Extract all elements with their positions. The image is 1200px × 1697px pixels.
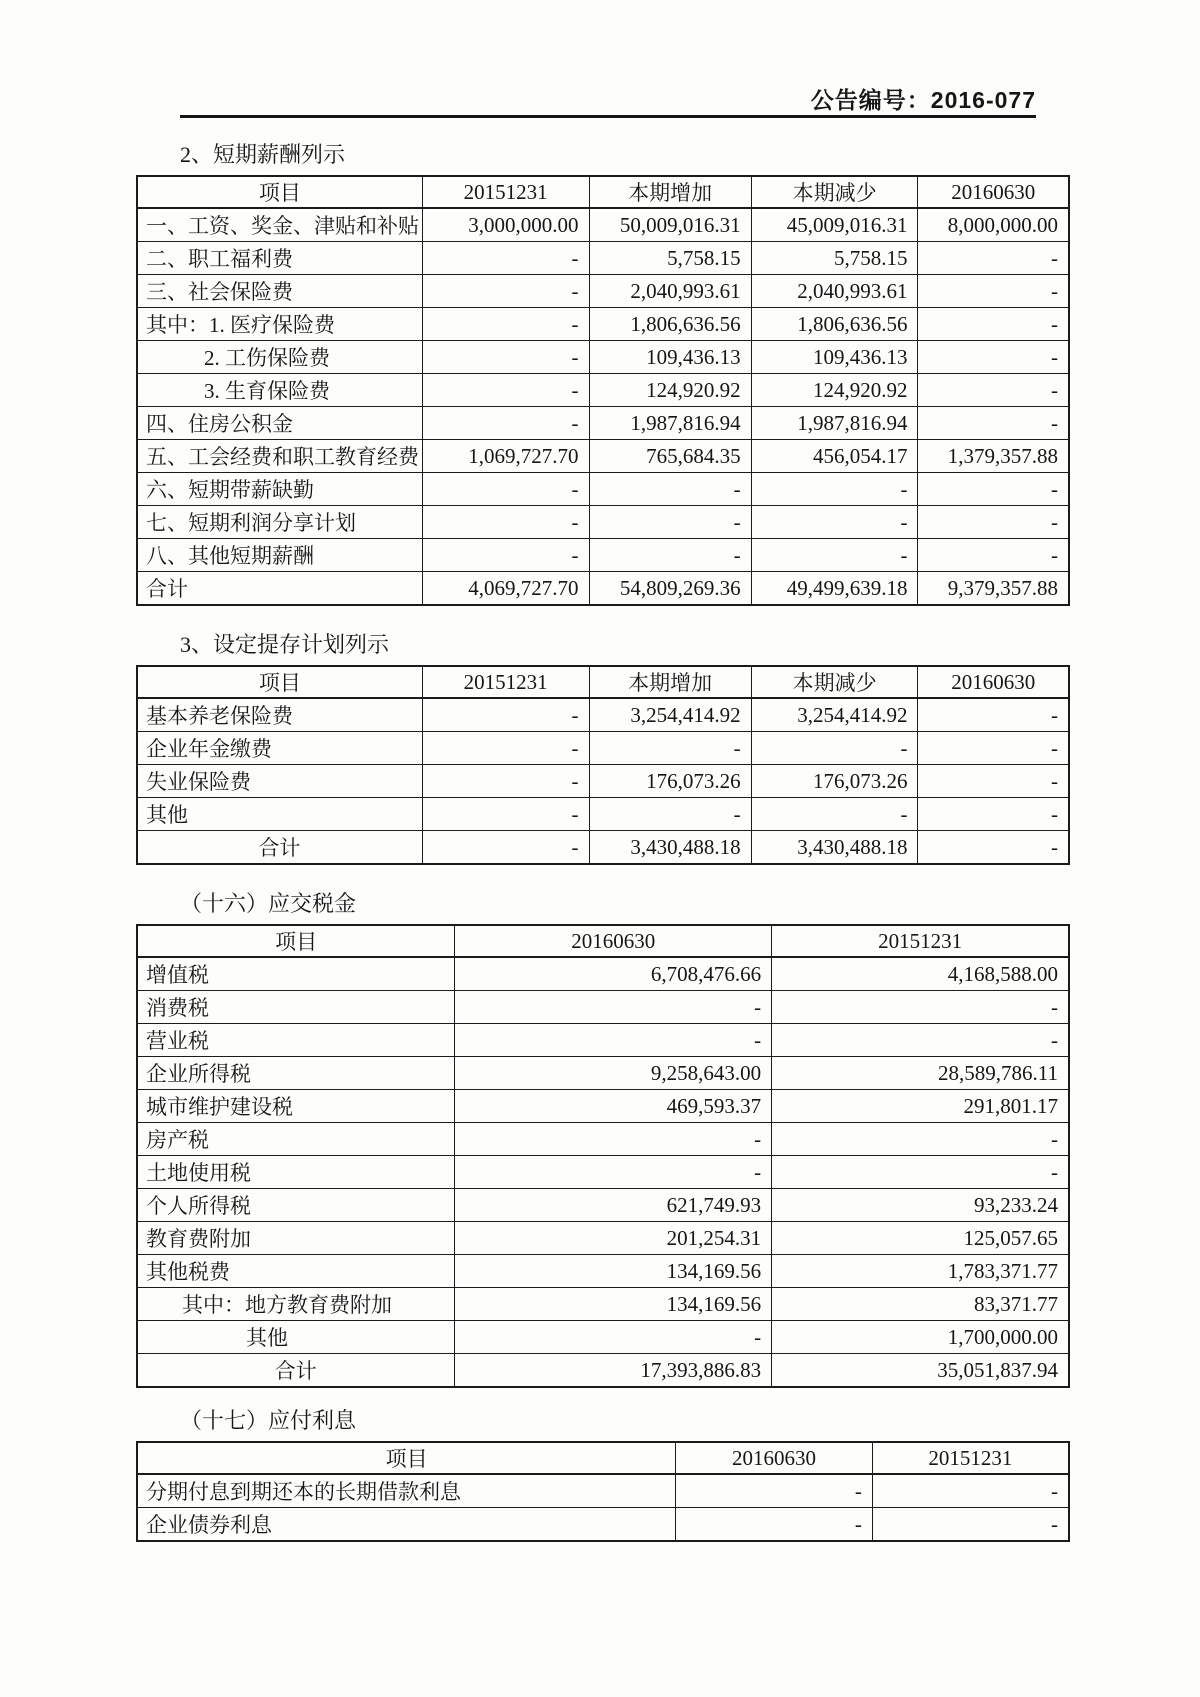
- table-row: [137, 473, 1069, 506]
- table-row: [137, 1321, 1069, 1354]
- table-row: [137, 1057, 1069, 1090]
- financial-table: [136, 924, 1070, 1388]
- cell-value: 1,700,000.00: [772, 1321, 1069, 1354]
- cell-value: -: [455, 1123, 772, 1156]
- table-row: [137, 1123, 1069, 1156]
- cell-value: 109,436.13: [589, 341, 751, 374]
- row-label: 失业保险费: [137, 765, 422, 798]
- cell-value: -: [676, 1508, 873, 1542]
- row-label: 合计: [137, 572, 422, 606]
- cell-value: -: [751, 506, 918, 539]
- cell-value: -: [422, 765, 589, 798]
- column-header: 20160630: [676, 1442, 873, 1474]
- cell-value: 201,254.31: [455, 1222, 772, 1255]
- cell-value: 3,430,488.18: [751, 831, 918, 865]
- cell-value: 83,371.77: [772, 1288, 1069, 1321]
- cell-value: 9,258,643.00: [455, 1057, 772, 1090]
- cell-value: 35,051,837.94: [772, 1354, 1069, 1388]
- cell-value: -: [422, 374, 589, 407]
- cell-value: -: [918, 341, 1069, 374]
- row-label: 其他: [137, 1321, 455, 1354]
- table-row: [137, 407, 1069, 440]
- financial-table: [136, 665, 1070, 865]
- table-row: [137, 572, 1069, 606]
- column-header: 20160630: [455, 925, 772, 957]
- cell-value: 8,000,000.00: [918, 208, 1069, 242]
- row-label: 其中：地方教育费附加: [137, 1288, 455, 1321]
- row-label: 3. 生育保险费: [137, 374, 422, 407]
- cell-value: 176,073.26: [589, 765, 751, 798]
- cell-value: 6,708,476.66: [455, 957, 772, 991]
- cell-value: 469,593.37: [455, 1090, 772, 1123]
- cell-value: -: [422, 473, 589, 506]
- row-label: 合计: [137, 1354, 455, 1388]
- column-header: 20151231: [772, 925, 1069, 957]
- table-row: [137, 1288, 1069, 1321]
- cell-value: -: [751, 798, 918, 831]
- cell-value: 134,169.56: [455, 1288, 772, 1321]
- cell-value: -: [455, 1321, 772, 1354]
- financial-table: [136, 1441, 1070, 1542]
- cell-value: -: [589, 473, 751, 506]
- row-label: 一、工资、奖金、津贴和补贴: [137, 208, 422, 242]
- cell-value: 5,758.15: [751, 242, 918, 275]
- header-row: [137, 1442, 1069, 1474]
- column-header: 本期增加: [589, 176, 751, 208]
- cell-value: 5,758.15: [589, 242, 751, 275]
- row-label: 增值税: [137, 957, 455, 991]
- cell-value: -: [918, 798, 1069, 831]
- column-header: 20151231: [422, 176, 589, 208]
- row-label: 合计: [137, 831, 422, 865]
- table-row: [137, 765, 1069, 798]
- table-row: [137, 732, 1069, 765]
- cell-value: -: [422, 798, 589, 831]
- row-label: 营业税: [137, 1024, 455, 1057]
- cell-value: -: [422, 506, 589, 539]
- cell-value: -: [918, 407, 1069, 440]
- cell-value: 1,806,636.56: [589, 308, 751, 341]
- cell-value: 3,254,414.92: [751, 698, 918, 732]
- cell-value: 54,809,269.36: [589, 572, 751, 606]
- cell-value: -: [589, 506, 751, 539]
- cell-value: 456,054.17: [751, 440, 918, 473]
- cell-value: 1,987,816.94: [751, 407, 918, 440]
- table-row: [137, 991, 1069, 1024]
- cell-value: -: [455, 1024, 772, 1057]
- column-header: 本期减少: [751, 666, 918, 698]
- column-header: 20160630: [918, 176, 1069, 208]
- header-row: [137, 666, 1069, 698]
- cell-value: 4,069,727.70: [422, 572, 589, 606]
- cell-value: -: [918, 308, 1069, 341]
- cell-value: -: [772, 1024, 1069, 1057]
- table-row: [137, 1222, 1069, 1255]
- cell-value: -: [772, 991, 1069, 1024]
- row-label: 七、短期利润分享计划: [137, 506, 422, 539]
- cell-value: -: [772, 1123, 1069, 1156]
- row-label: 基本养老保险费: [137, 698, 422, 732]
- cell-value: -: [918, 765, 1069, 798]
- cell-value: 17,393,886.83: [455, 1354, 772, 1388]
- section-title: （十六）应交税金: [180, 891, 357, 916]
- cell-value: -: [422, 341, 589, 374]
- table-row: [137, 1474, 1069, 1508]
- cell-value: -: [772, 1156, 1069, 1189]
- cell-value: 109,436.13: [751, 341, 918, 374]
- cell-value: 50,009,016.31: [589, 208, 751, 242]
- cell-value: -: [455, 991, 772, 1024]
- cell-value: 125,057.65: [772, 1222, 1069, 1255]
- cell-value: -: [918, 374, 1069, 407]
- section: [136, 633, 1070, 865]
- cell-value: 2,040,993.61: [589, 275, 751, 308]
- table-row: [137, 1255, 1069, 1288]
- table-row: [137, 957, 1069, 991]
- table-row: [137, 341, 1069, 374]
- cell-value: 1,783,371.77: [772, 1255, 1069, 1288]
- row-label: 个人所得税: [137, 1189, 455, 1222]
- cell-value: -: [751, 732, 918, 765]
- column-header: 本期减少: [751, 176, 918, 208]
- cell-value: -: [422, 242, 589, 275]
- section-title: 2、短期薪酬列示: [180, 142, 346, 167]
- row-label: 三、社会保险费: [137, 275, 422, 308]
- cell-value: -: [676, 1474, 873, 1508]
- column-header: 20160630: [918, 666, 1069, 698]
- cell-value: -: [918, 831, 1069, 865]
- column-header: 项目: [137, 666, 422, 698]
- table-row: [137, 1189, 1069, 1222]
- table-row: [137, 1354, 1069, 1388]
- cell-value: 621,749.93: [455, 1189, 772, 1222]
- cell-value: 1,379,357.88: [918, 440, 1069, 473]
- row-label: 六、短期带薪缺勤: [137, 473, 422, 506]
- cell-value: -: [589, 732, 751, 765]
- row-label: 其他税费: [137, 1255, 455, 1288]
- cell-value: -: [918, 242, 1069, 275]
- section-title: 3、设定提存计划列示: [180, 632, 390, 657]
- cell-value: -: [422, 407, 589, 440]
- row-label: 二、职工福利费: [137, 242, 422, 275]
- table-row: [137, 539, 1069, 572]
- cell-value: -: [918, 473, 1069, 506]
- cell-value: -: [751, 473, 918, 506]
- cell-value: 3,254,414.92: [589, 698, 751, 732]
- table-row: [137, 831, 1069, 865]
- cell-value: 765,684.35: [589, 440, 751, 473]
- row-label: 企业年金缴费: [137, 732, 422, 765]
- cell-value: -: [589, 539, 751, 572]
- header-row: [137, 925, 1069, 957]
- cell-value: 93,233.24: [772, 1189, 1069, 1222]
- column-header: 项目: [137, 176, 422, 208]
- header-rule: [180, 115, 1036, 118]
- cell-value: -: [918, 275, 1069, 308]
- column-header: 20151231: [872, 1442, 1069, 1474]
- row-label: 其他: [137, 798, 422, 831]
- row-label: 四、住房公积金: [137, 407, 422, 440]
- cell-value: 124,920.92: [589, 374, 751, 407]
- announcement-number: 公告编号：2016-077: [810, 87, 1036, 113]
- row-label: 教育费附加: [137, 1222, 455, 1255]
- cell-value: 4,168,588.00: [772, 957, 1069, 991]
- row-label: 土地使用税: [137, 1156, 455, 1189]
- header-row: [137, 176, 1069, 208]
- cell-value: -: [918, 539, 1069, 572]
- table-row: [137, 1090, 1069, 1123]
- cell-value: -: [918, 506, 1069, 539]
- cell-value: 176,073.26: [751, 765, 918, 798]
- column-header: 20151231: [422, 666, 589, 698]
- column-header: 项目: [137, 925, 455, 957]
- cell-value: -: [422, 308, 589, 341]
- cell-value: 9,379,357.88: [918, 572, 1069, 606]
- row-label: 城市维护建设税: [137, 1090, 455, 1123]
- table-row: [137, 698, 1069, 732]
- cell-value: 49,499,639.18: [751, 572, 918, 606]
- row-label: 房产税: [137, 1123, 455, 1156]
- table-row: [137, 440, 1069, 473]
- cell-value: -: [422, 698, 589, 732]
- cell-value: -: [422, 831, 589, 865]
- cell-value: 1,987,816.94: [589, 407, 751, 440]
- cell-value: -: [872, 1474, 1069, 1508]
- table-row: [137, 308, 1069, 341]
- row-label: 八、其他短期薪酬: [137, 539, 422, 572]
- cell-value: -: [422, 732, 589, 765]
- cell-value: -: [751, 539, 918, 572]
- cell-value: 28,589,786.11: [772, 1057, 1069, 1090]
- table-row: [137, 208, 1069, 242]
- table-row: [137, 1024, 1069, 1057]
- row-label: 企业所得税: [137, 1057, 455, 1090]
- cell-value: -: [455, 1156, 772, 1189]
- cell-value: -: [872, 1508, 1069, 1542]
- cell-value: -: [422, 275, 589, 308]
- table-row: [137, 374, 1069, 407]
- cell-value: 2,040,993.61: [751, 275, 918, 308]
- row-label: 五、工会经费和职工教育经费: [137, 440, 422, 473]
- cell-value: 124,920.92: [751, 374, 918, 407]
- cell-value: 291,801.17: [772, 1090, 1069, 1123]
- column-header: 本期增加: [589, 666, 751, 698]
- row-label: 分期付息到期还本的长期借款利息: [137, 1474, 676, 1508]
- section: [136, 892, 1070, 1388]
- cell-value: 45,009,016.31: [751, 208, 918, 242]
- table-row: [137, 1156, 1069, 1189]
- financial-table: [136, 175, 1070, 606]
- section: [136, 1409, 1070, 1542]
- table-row: [137, 1508, 1069, 1542]
- cell-value: 3,430,488.18: [589, 831, 751, 865]
- cell-value: 3,000,000.00: [422, 208, 589, 242]
- table-row: [137, 506, 1069, 539]
- section: [136, 143, 1070, 606]
- cell-value: -: [589, 798, 751, 831]
- cell-value: 1,069,727.70: [422, 440, 589, 473]
- cell-value: 1,806,636.56: [751, 308, 918, 341]
- cell-value: 134,169.56: [455, 1255, 772, 1288]
- row-label: 2. 工伤保险费: [137, 341, 422, 374]
- table-row: [137, 798, 1069, 831]
- cell-value: -: [918, 698, 1069, 732]
- cell-value: -: [918, 732, 1069, 765]
- column-header: 项目: [137, 1442, 676, 1474]
- row-label: 消费税: [137, 991, 455, 1024]
- table-row: [137, 275, 1069, 308]
- section-title: （十七）应付利息: [180, 1408, 357, 1433]
- row-label: 其中：1. 医疗保险费: [137, 308, 422, 341]
- row-label: 企业债券利息: [137, 1508, 676, 1542]
- cell-value: -: [422, 539, 589, 572]
- table-row: [137, 242, 1069, 275]
